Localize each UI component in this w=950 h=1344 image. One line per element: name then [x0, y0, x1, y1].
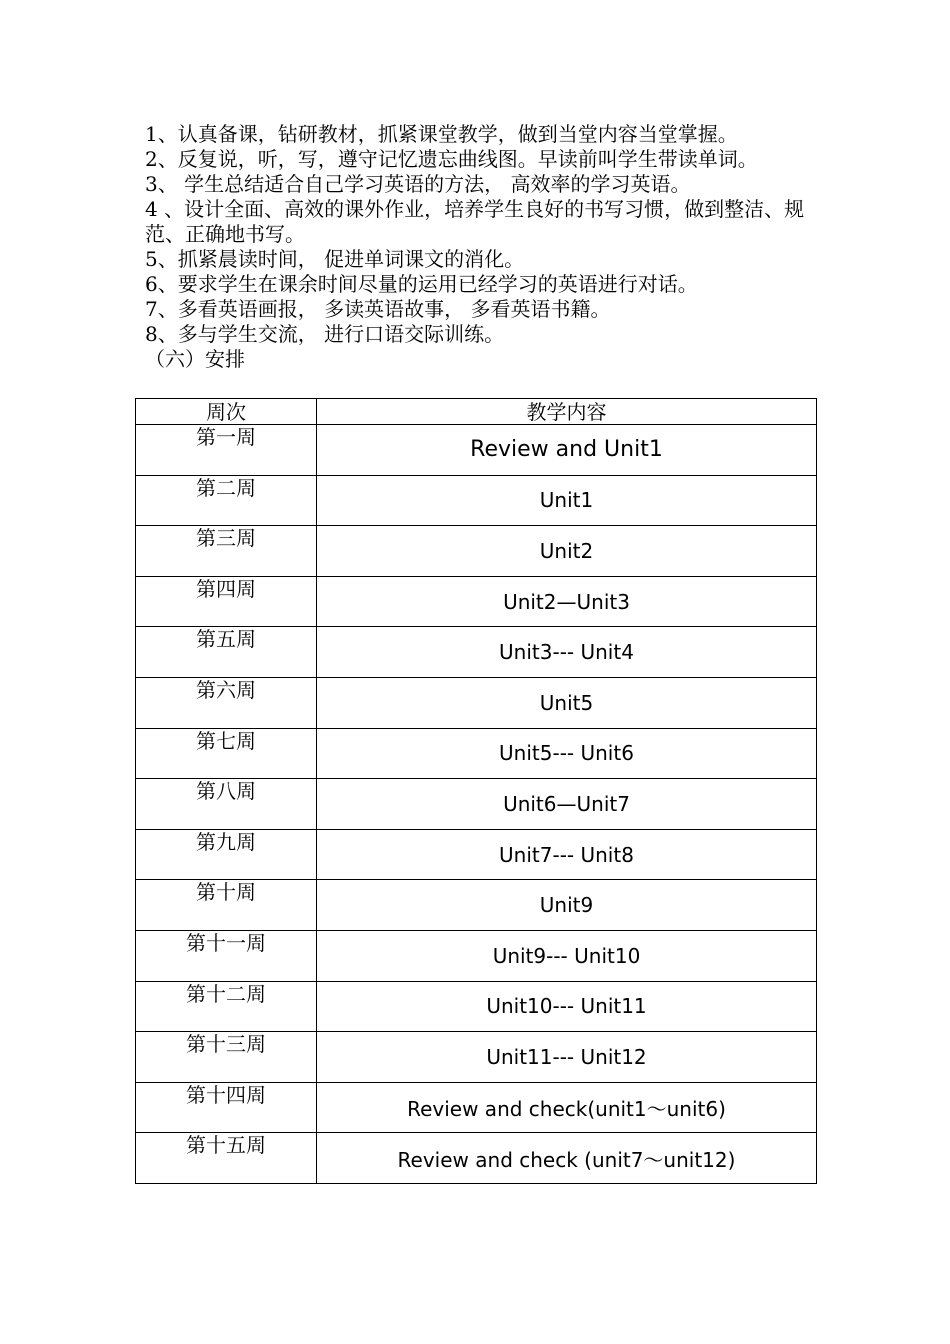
content-cell: Unit7--- Unit8 — [317, 829, 817, 880]
method-item-4: 4 、设计全面、高效的课外作业，培养学生良好的书写习惯，做到整洁、规范、正确地书写。 — [145, 197, 805, 246]
content-cell: Unit2 — [317, 526, 817, 577]
table-row — [136, 627, 817, 678]
week-cell: 第十周 — [136, 880, 317, 931]
week-cell: 第十五周 — [136, 1133, 317, 1184]
method-item-5: 5、抓紧晨读时间， 促进单词课文的消化。 — [145, 247, 525, 271]
method-item-2: 2、反复说，听，写，遵守记忆遗忘曲线图。早读前叫学生带读单词。 — [145, 147, 758, 171]
table-row — [136, 425, 817, 476]
content-cell: Review and check(unit1～unit6) — [317, 1082, 817, 1133]
week-cell: 第三周 — [136, 526, 317, 577]
method-item-7: 7、多看英语画报， 多读英语故事， 多看英语书籍。 — [145, 297, 611, 321]
method-item-8: 8、多与学生交流， 进行口语交际训练。 — [145, 322, 505, 346]
content-cell: Unit6—Unit7 — [317, 779, 817, 830]
week-cell: 第十二周 — [136, 981, 317, 1032]
content-cell: Unit2—Unit3 — [317, 576, 817, 627]
week-cell: 第五周 — [136, 627, 317, 678]
method-item-6: 6、要求学生在课余时间尽量的运用已经学习的英语进行对话。 — [145, 272, 698, 296]
week-cell: 第十三周 — [136, 1032, 317, 1083]
content-cell: Unit9 — [317, 880, 817, 931]
content-cell: Unit11--- Unit12 — [317, 1032, 817, 1083]
table-row — [136, 1082, 817, 1133]
table-row — [136, 576, 817, 627]
table-row — [136, 880, 817, 931]
weekly-schedule-table — [135, 398, 817, 1184]
table-row — [136, 526, 817, 577]
content-cell: Unit10--- Unit11 — [317, 981, 817, 1032]
table-row — [136, 475, 817, 526]
week-cell: 第六周 — [136, 677, 317, 728]
week-cell: 第四周 — [136, 576, 317, 627]
table-row — [136, 930, 817, 981]
content-cell: Review and Unit1 — [317, 425, 817, 476]
week-cell: 第九周 — [136, 829, 317, 880]
week-cell: 第十四周 — [136, 1082, 317, 1133]
header-week: 周次 — [136, 399, 317, 425]
content-cell: Unit3--- Unit4 — [317, 627, 817, 678]
method-item-3: 3、 学生总结适合自己学习英语的方法， 高效率的学习英语。 — [145, 172, 691, 196]
section-heading-schedule: （六）安排 — [145, 347, 245, 371]
table-header-row — [136, 399, 817, 425]
week-cell: 第一周 — [136, 425, 317, 476]
teaching-methods-list — [145, 122, 835, 347]
table-row — [136, 779, 817, 830]
content-cell: Unit5--- Unit6 — [317, 728, 817, 779]
content-cell: Review and check (unit7～unit12) — [317, 1133, 817, 1184]
table-row — [136, 1032, 817, 1083]
header-content: 教学内容 — [317, 399, 817, 425]
table-row — [136, 829, 817, 880]
table-row — [136, 677, 817, 728]
table-row — [136, 981, 817, 1032]
method-item-1: 1、认真备课，钻研教材，抓紧课堂教学，做到当堂内容当堂掌握。 — [145, 122, 738, 146]
week-cell: 第二周 — [136, 475, 317, 526]
week-cell: 第七周 — [136, 728, 317, 779]
content-cell: Unit1 — [317, 475, 817, 526]
week-cell: 第十一周 — [136, 930, 317, 981]
week-cell: 第八周 — [136, 779, 317, 830]
content-cell: Unit9--- Unit10 — [317, 930, 817, 981]
table-row — [136, 728, 817, 779]
table-row — [136, 1133, 817, 1184]
content-cell: Unit5 — [317, 677, 817, 728]
